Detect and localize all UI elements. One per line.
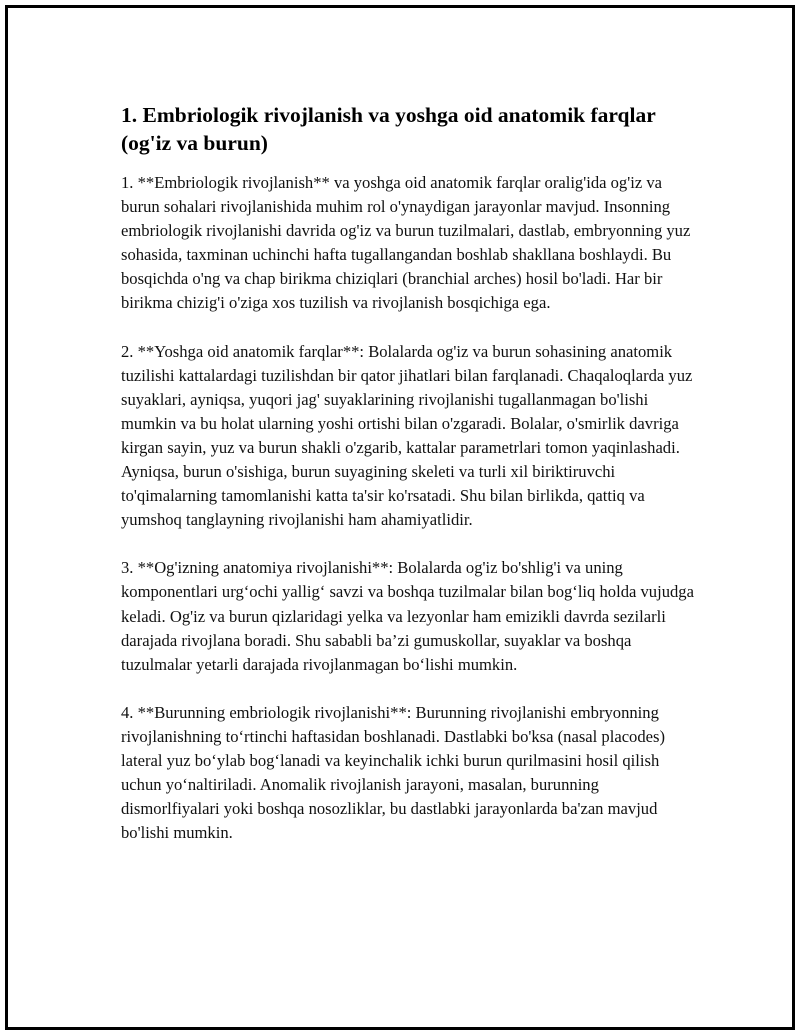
paragraph-nose-embryological-development: 4. **Burunning embriologik rivojlanishi**: Burunning rivojlanishi embryonning rivojlanishning to‘rtinchi haftasidan boshlanadi. Dastlabki bo'ksa (nasal placodes) lateral yuz bo‘ylab bog‘lanadi va keyinchalik ichki burun qurilmasini hosil qilish uchun yo‘naltiriladi. Anomalik rivojlanish jarayoni, masalan, burunning dismorlfiyalari yoki boshqa nosozliklar, bu dastlabki jarayonlarda ba'zan mavjud bo'lishi mumkin.	[121, 702, 665, 843]
document-title: 1. Embriologik rivojlanish va yoshga oid anatomik farqlar (og'iz va burun)	[121, 103, 656, 155]
page-frame	[5, 5, 795, 1030]
paragraph-oral-anatomy-development: 3. **Og'izning anatomiya rivojlanishi**: Bolalarda og'iz bo'shlig'i va uning komponentlari urg‘ochi yallig‘ savzi va boshqa tuzilmalar bilan bog‘liq holda vujudga keladi. Og'iz va burun qizlaridagi yelka va lezyonlar ham emizikli davrda sezilarli darajada rivojlana boradi. Shu sababli ba’zi gumuskollar, suyaklar va boshqa tuzulmalar yetarli darajada rivojlanmagan bo‘lishi mumkin.	[121, 558, 694, 674]
document-body	[121, 101, 701, 869]
paragraph-age-anatomical-differences: 2. **Yoshga oid anatomik farqlar**: Bolalarda og'iz va burun sohasining anatomik tuzilishi kattalardagi tuzilishdan bir qator jihatlari bilan farqlanadi. Chaqaloqlarda yuz suyaklari, ayniqsa, yuqori jag' suyaklarining rivojlanishi tugallanmagan bo'lishi mumkin va bu holat ularning yoshi ortishi bilan o'zgaradi. Bolalar, o'smirlik davriga kirgan sayin, yuz va burun shakli o'zgarib, kattalar parametrlari tomon yaqinlashadi. Ayniqsa, burun o'sishiga, burun suyagining skeleti va turli xil biriktiruvchi to'qimalarning tamomlanishi katta ta'sir ko'rsatadi. Shu bilan birlikda, qattiq va yumshoq tanglayning rivojlanishi ham ahamiyatlidir.	[121, 341, 693, 530]
paragraph-embryological-development: 1. **Embriologik rivojlanish** va yoshga oid anatomik farqlar oralig'ida og'iz va burun sohalari rivojlanishida muhim rol o'ynaydigan jarayonlar mavjud. Insonning embriologik rivojlanishi davrida og'iz va burun tuzilmalari, dastlab, embryonning yuz sohasida, taxminan uchinchi hafta tugallangandan boshlab shakllana boshlaydi. Bu bosqichda o'ng va chap birikma chiziqlari (branchial arches) hosil bo'ladi. Har bir birikma chizig'i o'ziga xos tuzilish va rivojlanish bosqichiga ega.	[121, 173, 691, 313]
